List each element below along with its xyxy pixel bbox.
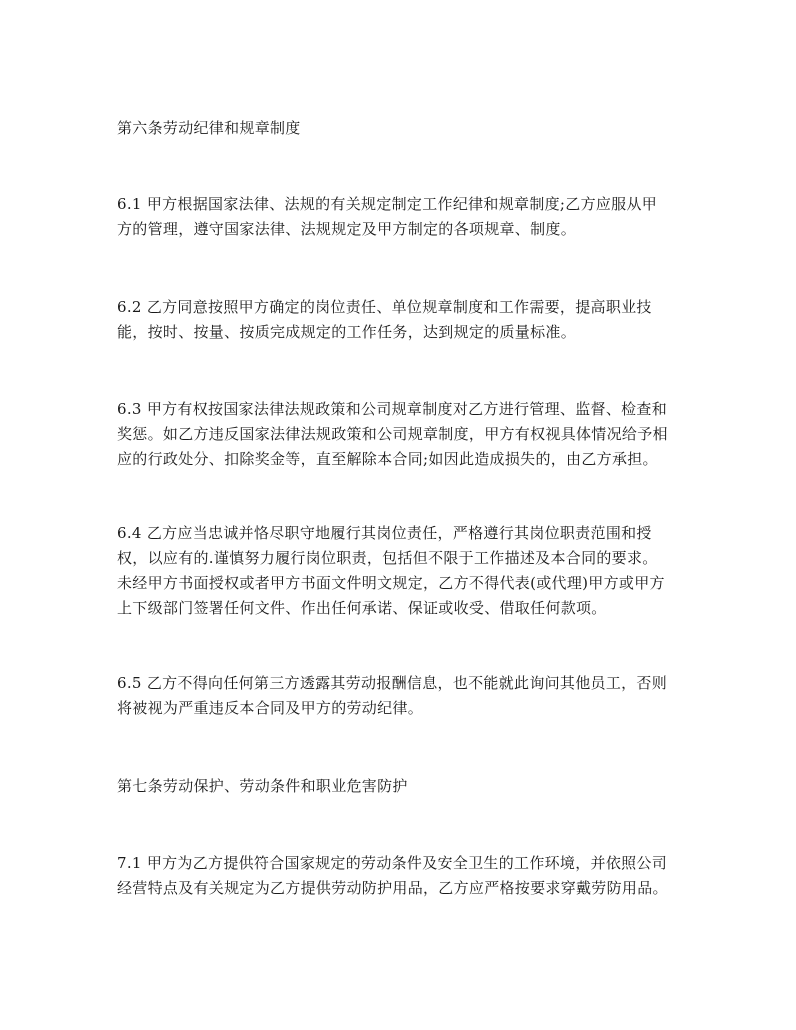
- text-line: 方的管理，遵守国家法律、法规规定及甲方制定的各项规章、制度。: [117, 220, 577, 238]
- article-6-heading: [117, 116, 687, 141]
- text-line: 奖惩。如乙方违反国家法律法规政策和公司规章制度，甲方有权视具体情况给予相: [117, 425, 668, 443]
- text-line: 将被视为严重违反本合同及甲方的劳动纪律。: [117, 699, 424, 717]
- text-line: 6.5 乙方不得向任何第三方透露其劳动报酬信息，也不能就此询问其他员工，否则: [117, 674, 668, 692]
- text-line: 能，按时、按量、按质完成规定的工作任务，达到规定的质量标准。: [117, 323, 577, 341]
- text-line: 权，以应有的.谨慎努力履行岗位职责，包括但不限于工作描述及本合同的要求。: [117, 549, 658, 567]
- text-line: 6.2 乙方同意按照甲方确定的岗位责任、单位规章制度和工作需要，提高职业技: [117, 298, 652, 316]
- text-line: 未经甲方书面授权或者甲方书面文件明文规定，乙方不得代表(或代理)甲方或甲方: [117, 574, 665, 592]
- text-line: 6.1 甲方根据国家法律、法规的有关规定制定工作纪律和规章制度;乙方应服从甲: [117, 195, 658, 213]
- text-line: 7.1 甲方为乙方提供符合国家规定的劳动条件及安全卫生的工作环境，并依照公司: [117, 854, 668, 872]
- clause-6-1: [117, 192, 687, 242]
- article-7-heading: [117, 774, 687, 799]
- clause-7-1: [117, 851, 687, 901]
- text-line: 应的行政处分、扣除奖金等，直至解除本合同;如因此造成损失的，由乙方承担。: [117, 450, 658, 468]
- text-line: 第七条劳动保护、劳动条件和职业危害防护: [117, 777, 408, 795]
- clause-6-3: [117, 397, 687, 472]
- clause-6-2: [117, 295, 687, 345]
- text-line: 上下级部门签署任何文件、作出任何承诺、保证或收受、借取任何款项。: [117, 599, 607, 617]
- text-line: 6.3 甲方有权按国家法律法规政策和公司规章制度对乙方进行管理、监督、检查和: [117, 400, 668, 418]
- text-line: 经营特点及有关规定为乙方提供劳动防护用品，乙方应严格按要求穿戴劳防用品。: [117, 879, 668, 897]
- clause-6-5: [117, 671, 687, 721]
- text-line: 6.4 乙方应当忠诚并恪尽职守地履行其岗位责任，严格遵行其岗位职责范围和授: [117, 524, 652, 542]
- clause-6-4: [117, 521, 687, 621]
- text-line: 第六条劳动纪律和规章制度: [117, 119, 301, 137]
